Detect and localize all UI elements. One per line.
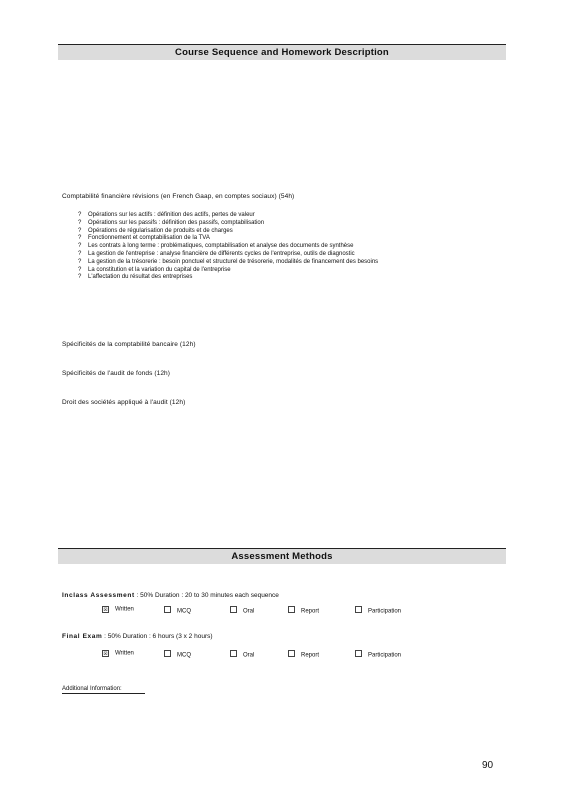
bullet-marker: ? [78,212,82,218]
course-main-title: Comptabilité financière révisions (en French Gaap, en comptes sociaux) (54h) [62,193,295,200]
list-item: ? Opérations sur les actifs : définition des actifs, pertes de valeur [78,212,255,218]
option-written[interactable]: ☒ Written [103,606,134,613]
course-fund-audit: Spécificités de l'audit de fonds (12h) [62,370,171,377]
course-banking-accounting: Spécificités de la comptabilité bancaire (12h) [62,341,196,348]
final-label: Final Exam [62,633,103,640]
section-title: Course Sequence and Homework Description [175,47,389,58]
option-participation[interactable]: Participation [355,606,401,615]
checkbox-icon[interactable] [230,606,237,613]
page-number: 90 [482,760,494,771]
course-company-law: Droit des sociétés appliqué à l'audit (12h) [62,399,186,406]
list-item: ? Opérations de régularisation de produits et de charges [78,227,233,234]
option-report[interactable]: Report [288,650,319,659]
checkbox-icon[interactable] [288,606,295,613]
list-item: ? La gestion de la trésorerie : besoin ponctuel et structurel de trésorerie, modalités de financement des besoins [78,258,379,265]
bullet-marker: ? [78,250,82,257]
bullet-marker: ? [78,219,82,226]
checkbox-checked-icon[interactable]: ☒ [103,651,108,656]
checkbox-icon[interactable] [355,606,362,613]
list-item: ? L'affectation du résultat des entreprises [78,274,193,281]
bullet-marker: ? [78,235,82,242]
option-written[interactable]: ☒ Written [103,650,134,657]
bullet-marker: ? [78,258,82,265]
checkbox-icon[interactable] [164,606,171,613]
bullet-list [78,212,503,282]
option-mcq[interactable]: MCQ [164,606,191,615]
bullet-marker: ? [78,243,82,250]
list-item: ? Opérations sur les passifs : définition des passifs, comptabilisation [78,219,265,226]
checkbox-icon[interactable] [355,650,362,657]
final-exam-row [62,633,213,640]
additional-information-label: Additional Information: [62,686,145,694]
bullet-marker: ? [78,266,82,273]
checkbox-icon[interactable] [164,650,171,657]
bullet-marker: ? [78,227,82,234]
checkbox-checked-icon[interactable]: ☒ [103,607,108,612]
option-oral[interactable]: Oral [230,606,254,615]
inclass-detail: : 50% Duration : 20 to 30 minutes each sequence [136,592,279,599]
section-header-course-sequence [58,44,506,60]
option-mcq[interactable]: MCQ [164,650,191,659]
option-report[interactable]: Report [288,606,319,615]
inclass-label: Inclass Assessment [62,592,135,599]
section-header-assessment [58,548,506,564]
checkbox-icon[interactable] [288,650,295,657]
inclass-assessment-row [62,592,279,599]
bullet-marker: ? [78,274,82,281]
list-item: ? La gestion de l'entreprise : analyse financière de différents cycles de l'entreprise, outils de diagnostic [78,250,355,257]
checkbox-icon[interactable] [230,650,237,657]
list-item: ? Fonctionnement et comptabilisation de la TVA [78,235,210,242]
option-participation[interactable]: Participation [355,650,401,659]
list-item: ? La constitution et la variation du capital de l'entreprise [78,266,231,273]
final-detail: : 50% Duration : 6 hours (3 x 2 hours) [104,633,213,640]
option-oral[interactable]: Oral [230,650,254,659]
section-title: Assessment Methods [231,551,333,562]
list-item: ? Les contrats à long terme : problématiques, comptabilisation et analyse des documents de synthèse [78,243,354,250]
